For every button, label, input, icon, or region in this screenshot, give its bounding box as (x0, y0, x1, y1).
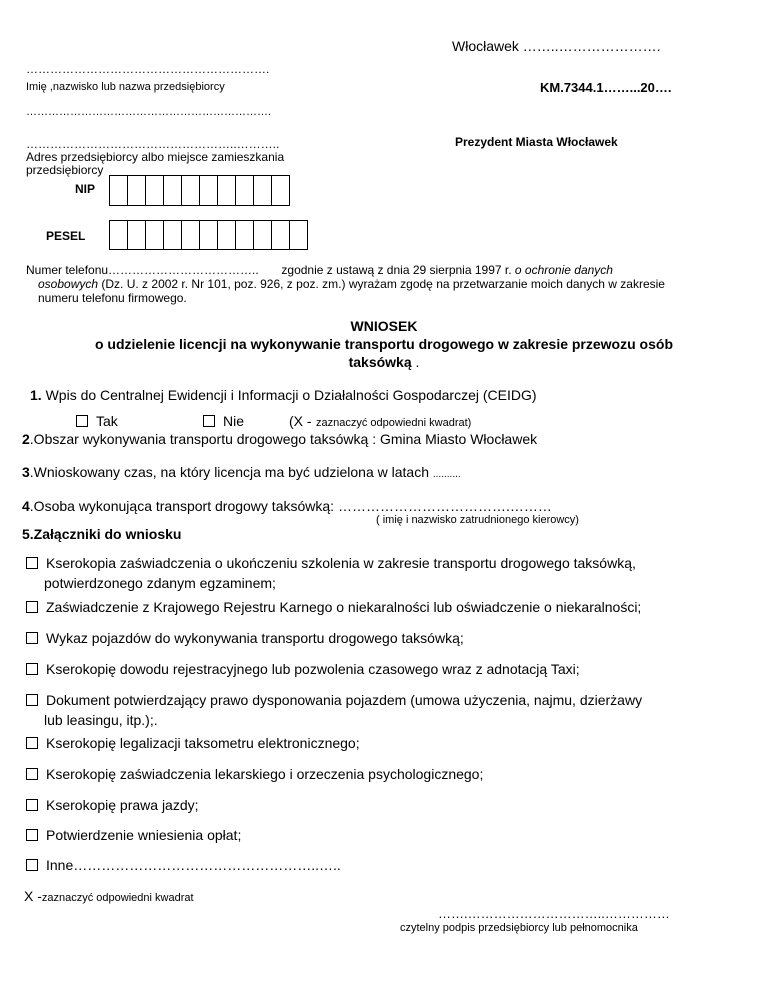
address-label-2: przedsiębiorcy (26, 163, 104, 177)
section-4-hint: ( imię i nazwisko zatrudnionego kierowcy) (376, 514, 579, 526)
section-3-dots: .......... (432, 469, 461, 480)
dots-line-2: …………………………………………………………. (26, 106, 272, 118)
checkbox-icon[interactable] (26, 737, 38, 749)
option-yes[interactable] (76, 413, 118, 429)
section-4 (22, 498, 552, 514)
attachment-item[interactable] (26, 628, 726, 648)
nip-cell[interactable] (200, 175, 218, 206)
attachment-label: Kserokopię legalizacji taksometru elektronicznego; (46, 735, 360, 751)
city-date-line: Włocławek ……..…………………. (452, 38, 661, 54)
pesel-cell[interactable] (110, 220, 128, 250)
checkbox-icon[interactable] (76, 415, 88, 427)
attachment-label: Kserokopia zaświadczenia o ukończeniu szkolenia w zakresie transportu drogowego taksówką, (46, 555, 636, 571)
form-subtitle: o udzielenie licencji na wykonywanie transportu drogowego w zakresie przewozu osób (94, 336, 673, 352)
pesel-cell[interactable] (182, 220, 200, 250)
pesel-cell[interactable] (272, 220, 290, 250)
section-1 (30, 387, 537, 403)
hint-x: (X - (289, 413, 312, 429)
checkbox-icon[interactable] (26, 557, 38, 569)
option-no[interactable] (203, 413, 244, 429)
name-dots: ……………………………………………………. (26, 62, 270, 76)
signature-label: czytelny podpis przedsiębiorcy lub pełnomocnika (400, 922, 638, 934)
attachment-label: Zaświadczenie z Krajowego Rejestru Karnego o niekaralności lub oświadczenie o niekaralności; (46, 599, 642, 615)
section-5-title: 5.Załączniki do wniosku (22, 526, 182, 542)
address-dots: ……………………………………………..……….. (26, 137, 280, 151)
attachment-item[interactable] (26, 553, 726, 593)
checkbox-icon[interactable] (26, 859, 38, 871)
section-3-number: 3 (22, 464, 30, 480)
attachment-item[interactable] (26, 795, 726, 815)
section-2-number: 2 (22, 431, 30, 447)
section-2-text: .Obszar wykonywania transportu drogowego taksówką : Gmina Miasto Włocławek (29, 431, 538, 447)
attachment-label: Kserokopię zaświadczenia lekarskiego i orzeczenia psychologicznego; (46, 766, 484, 782)
checkbox-icon[interactable] (26, 799, 38, 811)
nip-cell[interactable] (236, 175, 254, 206)
subtitle-word: taksówką (348, 354, 412, 370)
section-4-text: .Osoba wykonująca transport drogowy taksówką: ……………………………….……… (29, 498, 552, 514)
pesel-cell[interactable] (128, 220, 146, 250)
section-3-text: .Wnioskowany czas, na który licencja ma być udzielona w latach (29, 464, 429, 480)
attachment-label: Wykaz pojazdów do wykonywania transportu drogowego taksówką; (46, 630, 464, 646)
nip-cell[interactable] (254, 175, 272, 206)
recipient: Prezydent Miasta Włocławek (455, 135, 618, 149)
consent-italic: o ochronie danych (514, 263, 613, 277)
attachment-item[interactable] (26, 855, 726, 875)
attachment-label: Kserokopię dowodu rejestracyjnego lub pozwolenia czasowego wraz z adnotacją Taxi; (46, 661, 580, 677)
option-yes-label: Tak (96, 413, 118, 429)
x-mark: X - (24, 888, 42, 904)
pesel-cell[interactable] (236, 220, 254, 250)
nip-cell[interactable] (272, 175, 290, 206)
pesel-grid[interactable] (109, 220, 308, 250)
phone-line (26, 263, 613, 277)
nip-cell[interactable] (128, 175, 146, 206)
x-hint: zaznaczyć odpowiedni kwadrat (41, 892, 194, 904)
pesel-cell[interactable] (164, 220, 182, 250)
checkbox-icon[interactable] (26, 829, 38, 841)
nip-label: NIP (75, 182, 96, 196)
nip-cell[interactable] (182, 175, 200, 206)
section-2 (22, 431, 537, 447)
consent-text: zgodnie z ustawą z dnia 29 sierpnia 1997 r. (281, 263, 512, 277)
checkbox-icon[interactable] (26, 768, 38, 780)
form-subtitle-2 (0, 353, 768, 371)
option-hint (289, 413, 471, 431)
pesel-cell[interactable] (290, 220, 308, 250)
case-number: KM.7344.1……...20…. (540, 80, 672, 95)
section-3 (22, 464, 461, 480)
footer-note (24, 888, 194, 906)
nip-cell[interactable] (218, 175, 236, 206)
attachment-item[interactable] (26, 597, 726, 617)
name-label: Imię ,nazwisko lub nazwa przedsiębiorcy (26, 81, 225, 93)
section-4-number: 4 (22, 498, 30, 514)
pesel-cell[interactable] (200, 220, 218, 250)
consent-rest: (Dz. U. z 2002 r. Nr 101, poz. 926, z poz. zm.) wyrażam zgodę na przetwarzanie moich danych w zakresie (101, 277, 665, 291)
subtitle-dot: . (415, 354, 420, 370)
nip-cell[interactable] (110, 175, 128, 206)
attachment-label-cont: lub leasingu, itp.);. (44, 712, 158, 728)
consent-line-3: numeru telefonu firmowego. (38, 291, 187, 305)
consent-italic-2: osobowych (38, 277, 99, 291)
checkbox-icon[interactable] (26, 663, 38, 675)
pesel-cell[interactable] (218, 220, 236, 250)
checkbox-icon[interactable] (203, 415, 215, 427)
attachment-label: Inne……………………………………………..….. (46, 857, 341, 873)
checkbox-icon[interactable] (26, 632, 38, 644)
checkbox-icon[interactable] (26, 601, 38, 613)
attachment-label: Potwierdzenie wniesienia opłat; (46, 827, 242, 843)
pesel-label: PESEL (46, 229, 86, 243)
attachment-label: Kserokopię prawa jazdy; (46, 797, 199, 813)
form-title: WNIOSEK (350, 318, 418, 334)
attachment-item[interactable] (26, 764, 726, 784)
phone-label: Numer telefonu……………………………….. (26, 263, 259, 277)
section-1-number: 1. (30, 387, 42, 403)
attachment-item[interactable] (26, 659, 726, 679)
attachment-label: Dokument potwierdzający prawo dysponowania pojazdem (umowa użyczenia, najmu, dzierżawy (46, 692, 643, 708)
hint-text: zaznaczyć odpowiedni kwadrat) (316, 417, 472, 429)
address-label-1: Adres przedsiębiorcy albo miejsce zamieszkania (26, 150, 285, 164)
attachment-item[interactable] (26, 825, 726, 845)
attachment-item[interactable] (26, 690, 726, 730)
option-no-label: Nie (223, 413, 245, 429)
consent-line-2 (38, 277, 665, 291)
pesel-cell[interactable] (146, 220, 164, 250)
checkbox-icon[interactable] (26, 694, 38, 706)
signature-dots: …….…………………………..…………… (438, 906, 670, 921)
nip-grid[interactable] (109, 175, 290, 206)
attachment-label-cont: potwierdzonego zdanym egzaminem; (44, 575, 276, 591)
pesel-cell[interactable] (254, 220, 272, 250)
nip-cell[interactable] (164, 175, 182, 206)
nip-cell[interactable] (146, 175, 164, 206)
attachment-item[interactable] (26, 733, 726, 753)
section-1-text: Wpis do Centralnej Ewidencji i Informacji o Działalności Gospodarczej (CEIDG) (45, 387, 537, 403)
